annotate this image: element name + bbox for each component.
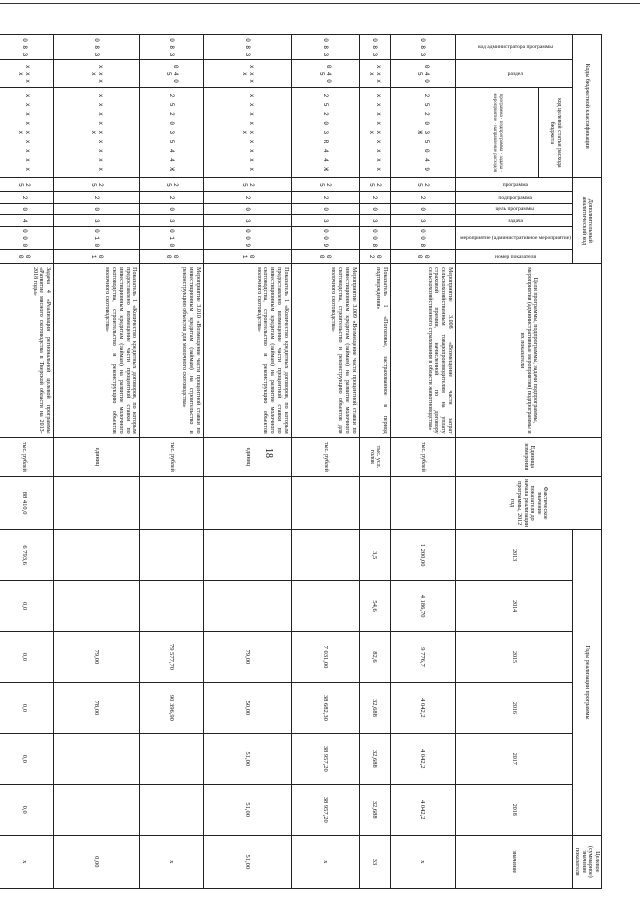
year-value-2017: 32,688 (359, 733, 390, 784)
page-number: 18 (263, 448, 274, 458)
table-row (390, 35, 456, 889)
year-value-2013 (292, 530, 360, 581)
analytic-code-1: 2 (0, 192, 54, 204)
year-value-2016: 90 396,90 (140, 682, 204, 733)
year-value-2015: 7 031,00 (292, 632, 360, 683)
analytic-code-2: 0 (390, 203, 456, 215)
csr-subheaders: программа · подпрограмма · задача · мероприятие · направление расходов (456, 88, 539, 178)
analytic-code-1: 2 (359, 192, 390, 204)
an-event-header: мероприятие (административное мероприятие) (456, 227, 572, 250)
target-value: x (390, 835, 456, 888)
kbk-admin-header: код администратора программы (456, 35, 572, 60)
year-value-2016: 38 682,30 (292, 682, 360, 733)
analytic-code-3: 3 (390, 215, 456, 227)
kbk-csr-code: 2 5 2 0 3 R 4 4 Ж (292, 88, 360, 178)
year-value-2013: 1 200,00 (390, 530, 456, 581)
analytic-code-4: 0 0 8 (390, 227, 456, 250)
analytic-code-5: 0 0 (390, 250, 456, 264)
year-value-2018: 38 957,20 (292, 784, 360, 835)
year-value-2014: 0,0 (0, 581, 54, 632)
analytic-code-1: 2 (203, 192, 291, 204)
fin-year-value (292, 477, 360, 530)
an-subprogram-header: подпрограмма (456, 192, 572, 204)
year-value-2013: 6 793,6 (0, 530, 54, 581)
year-value-2015: 0,0 (0, 632, 54, 683)
kbk-admin-code: 0 8 3 (292, 35, 360, 60)
year-value-2017: 51,00 (203, 733, 291, 784)
kbk-admin-code: 0 8 3 (0, 35, 54, 60)
year-value-2016: 0,0 (0, 682, 54, 733)
goal-text: Мероприятие 3.008 «Возмещение части затрат сельскохозяйственным товаропроизводителям на уплату страховой премии, начисленной по договору сельскохозяйственного страхования в области животноводства» (390, 264, 456, 438)
year-header-2017: 2017 (456, 733, 572, 784)
fin-year-value: 88 410,0 (0, 477, 54, 530)
table-row (0, 35, 54, 889)
goals-header: Цели программы, подпрограммы, задачи подпрограммы, мероприятия (административные мероприятия) подпрограммы и их показатели (456, 264, 602, 438)
year-value-2014: 4 186,70 (390, 581, 456, 632)
year-value-2013 (203, 530, 291, 581)
year-value-2016: 78,00 (54, 682, 140, 733)
table-row (140, 35, 204, 889)
table-row (54, 35, 140, 889)
year-value-2017: 38 957,20 (292, 733, 360, 784)
analytic-code-2: 0 (292, 203, 360, 215)
kbk-section-code: x x x x (0, 60, 54, 88)
analytic-code-2: 0 (54, 203, 140, 215)
analytic-code-2: 0 (140, 203, 204, 215)
analytic-code-4: 0 1 0 (54, 227, 140, 250)
fin-year-value (359, 477, 390, 530)
kbk-csr-code: x x x x x x x x x x (54, 88, 140, 178)
target-value: 51,00 (203, 835, 291, 888)
analytic-code-3: 3 (292, 215, 360, 227)
analytic-code-4: 0 0 9 (292, 227, 360, 250)
fin-year-value (54, 477, 140, 530)
goal-text: Показатель 1 «Количество кредитных договоров, по которым предоставлено возмещение части процентной ставки по инвестиционным кредитам (займам) на развитие молочного скотоводства, строительство и реконструкцию объектов молочного скотоводства» (203, 264, 291, 438)
analytic-code-5: 0 0 (0, 250, 54, 264)
analytic-code-0: 2 5 (292, 178, 360, 192)
kbk-group-header: Коды бюджетной классификации (572, 35, 601, 178)
analytic-code-0: 2 5 (54, 178, 140, 192)
year-value-2014 (203, 581, 291, 632)
unit-header: Единица измерения (456, 437, 602, 476)
analytic-code-4: 0 0 8 (359, 227, 390, 250)
kbk-csr-code: x x x x x x x x x x (203, 88, 291, 178)
kbk-csr-code: 2 5 2 0 3 5 0 4 9 Ж (390, 88, 456, 178)
goal-text: Задача 4 «Реализация региональной целевой программы «Развитие мясного скотоводства в Тверской области на 2013-2018 годы» (0, 264, 54, 438)
target-value: 0,00 (54, 835, 140, 888)
analytic-code-4: 0 0 9 (203, 227, 291, 250)
analytic-code-1: 2 (140, 192, 204, 204)
year-header-2013: 2013 (456, 530, 572, 581)
analytic-code-0: 2 5 (390, 178, 456, 192)
year-value-2016: 4 042,2 (390, 682, 456, 733)
year-value-2014: 54,6 (359, 581, 390, 632)
year-value-2017: 0,0 (0, 733, 54, 784)
analytic-code-5: 0 1 (203, 250, 291, 264)
kbk-section-code: x x x x (203, 60, 291, 88)
an-program-header: программа (456, 178, 572, 192)
kbk-section-code: 0 4 0 5 (390, 60, 456, 88)
analytic-code-3: 3 (54, 215, 140, 227)
analytic-code-2: 0 (203, 203, 291, 215)
table-row (359, 35, 390, 889)
target-value: x (292, 835, 360, 888)
analytic-code-4: 0 0 0 (0, 227, 54, 250)
fin-year-header: Фактическое значение показателя до начала реализации программы, 2012 год (456, 477, 602, 530)
analytic-group-header: Дополнительный аналитический код (572, 178, 601, 264)
goal-text: Показатель 1 «Поголовье, застрахованное в период подтверждения» (359, 264, 390, 438)
kbk-section-code: x x x x (359, 60, 390, 88)
kbk-csr-code: x x x x x x x x x x (0, 88, 54, 178)
year-header-2016: 2016 (456, 682, 572, 733)
year-value-2017 (140, 733, 204, 784)
year-value-2014 (292, 581, 360, 632)
kbk-section-header: раздел (456, 60, 572, 88)
goal-text: Мероприятие 3.010 «Возмещение части процентной ставки по инвестиционным кредитам (займам) на строительство и реконструкцию объектов для молочного скотоводства» (140, 264, 204, 438)
target-value: 33 (359, 835, 390, 888)
analytic-code-0: 2 5 (0, 178, 54, 192)
kbk-section-code: 0 4 0 5 (292, 60, 360, 88)
fin-year-value (390, 477, 456, 530)
kbk-admin-code: 0 8 3 (390, 35, 456, 60)
year-header-2015: 2015 (456, 632, 572, 683)
kbk-admin-code: 0 8 3 (54, 35, 140, 60)
year-value-2017: 4 042,2 (390, 733, 456, 784)
table-row (203, 35, 291, 889)
target-value: x (0, 835, 54, 888)
year-value-2014 (140, 581, 204, 632)
program-table (17, 34, 602, 889)
analytic-code-3: 4 (0, 215, 54, 227)
analytic-code-5: 0 2 (359, 250, 390, 264)
analytic-code-2: 0 (359, 203, 390, 215)
unit-cell: тыс. рублей (0, 437, 54, 476)
year-value-2018: 4 042,2 (390, 784, 456, 835)
analytic-code-1: 2 (292, 192, 360, 204)
kbk-admin-code: 0 8 3 (359, 35, 390, 60)
year-value-2013 (140, 530, 204, 581)
unit-cell: единиц (54, 437, 140, 476)
unit-cell: тыс. рублей (390, 437, 456, 476)
unit-cell: тыс. усл. голов (359, 437, 390, 476)
year-value-2015: 82,6 (359, 632, 390, 683)
target-value: x (140, 835, 204, 888)
analytic-code-3: 3 (140, 215, 204, 227)
analytic-code-3: 3 (203, 215, 291, 227)
analytic-code-2: 0 (0, 203, 54, 215)
year-value-2013 (54, 530, 140, 581)
unit-cell: тыс. рублей (292, 437, 360, 476)
year-value-2018 (140, 784, 204, 835)
rotated-page-area (17, 34, 602, 889)
unit-cell: тыс. рублей (140, 437, 204, 476)
kbk-section-code: 0 4 0 5 (140, 60, 204, 88)
goal-text: Мероприятие 3.009 «Возмещение части процентной ставки по инвестиционным кредитам (займам) на развитие молочного скотоводства, строительство и реконструкцию объектов для молочного скотоводства» (292, 264, 360, 438)
year-value-2015: 79,00 (203, 632, 291, 683)
year-value-2014 (54, 581, 140, 632)
years-group-header: Годы реализации программы (572, 530, 601, 835)
target-group-header: Целевое (суммарное) значение показателя (572, 835, 601, 888)
an-goal-header: цель программы (456, 203, 572, 215)
year-value-2013: 3,5 (359, 530, 390, 581)
analytic-code-1: 2 (54, 192, 140, 204)
an-indicator-header: номер показателя (456, 250, 572, 264)
csr-group-header: код целевой статьи расхода бюджета (539, 88, 573, 178)
year-value-2018: 32,688 (359, 784, 390, 835)
analytic-code-0: 2 5 (203, 178, 291, 192)
analytic-code-0: 2 5 (140, 178, 204, 192)
year-value-2016: 50,00 (203, 682, 291, 733)
year-value-2018: 51,00 (203, 784, 291, 835)
year-header-2014: 2014 (456, 581, 572, 632)
year-value-2016: 32,688 (359, 682, 390, 733)
kbk-csr-code: x x x x x x x x x x (359, 88, 390, 178)
fin-year-value (203, 477, 291, 530)
year-value-2015: 9 776,7 (390, 632, 456, 683)
unit-cell: единиц (203, 437, 291, 476)
analytic-code-5: 0 1 (54, 250, 140, 264)
year-header-2018: 2018 (456, 784, 572, 835)
year-value-2017 (54, 733, 140, 784)
year-value-2015: 79,00 (54, 632, 140, 683)
year-value-2018: 0,0 (0, 784, 54, 835)
year-value-2015: 79 577,70 (140, 632, 204, 683)
an-task-header: задача (456, 215, 572, 227)
analytic-code-1: 2 (390, 192, 456, 204)
analytic-code-4: 0 1 0 (140, 227, 204, 250)
kbk-admin-code: 0 8 3 (140, 35, 204, 60)
kbk-csr-code: 2 5 2 0 3 5 4 4 Ж (140, 88, 204, 178)
analytic-code-5: 0 0 (292, 250, 360, 264)
top-border-line (0, 3, 640, 4)
kbk-section-code: x x x x (54, 60, 140, 88)
kbk-admin-code: 0 8 3 (203, 35, 291, 60)
table-row (292, 35, 360, 889)
analytic-code-3: 3 (359, 215, 390, 227)
goal-text: Показатель 1 «Количество кредитных договоров, по которым предоставлено возмещение части процентной ставки по инвестиционным кредитам (займам) на развитие молочного скотоводства, строительство и реконструкцию объектов молочного скотоводства» (54, 264, 140, 438)
year-value-2018 (54, 784, 140, 835)
analytic-code-0: 2 5 (359, 178, 390, 192)
fin-year-value (140, 477, 204, 530)
value-header: значение (456, 835, 572, 888)
analytic-code-5: 0 0 (140, 250, 204, 264)
